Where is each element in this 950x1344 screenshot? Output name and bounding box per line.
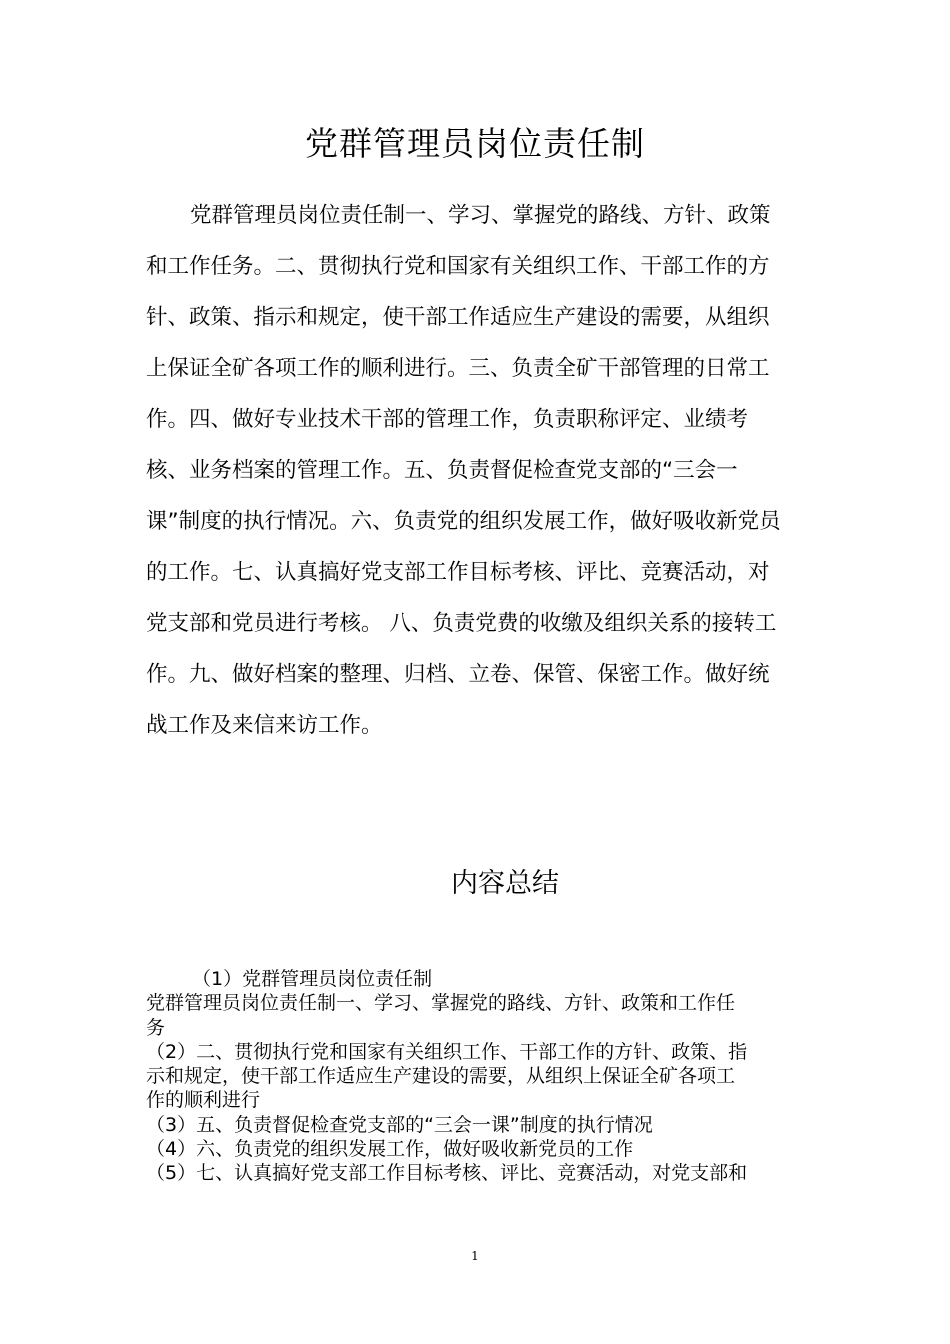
summary-line: （2）二、贯彻执行党和国家有关组织工作、干部工作的方针、政策、指 xyxy=(146,1040,748,1063)
summary-section xyxy=(146,967,816,1186)
summary-line: （3）五、负责督促检查党支部的“三会一课”制度的执行情况 xyxy=(146,1113,653,1136)
summary-line: 示和规定，使干部工作适应生产建设的需要，从组织上保证全矿各项工 xyxy=(146,1065,736,1088)
summary-line: （5）七、认真搞好党支部工作目标考核、评比、竞赛活动，对党支部和 xyxy=(146,1162,748,1185)
summary-line: （4）六、负责党的组织发展工作，做好吸收新党员的工作 xyxy=(146,1138,634,1161)
document-body xyxy=(146,190,806,751)
summary-title: 内容总结 xyxy=(451,868,559,899)
body-line: 和工作任务。二、贯彻执行党和国家有关组织工作、干部工作的方 xyxy=(146,254,770,279)
summary-line: 党群管理员岗位责任制一、学习、掌握党的路线、方针、政策和工作任 xyxy=(146,992,736,1015)
body-line: 的工作。七、认真搞好党支部工作目标考核、评比、竞赛活动，对 xyxy=(146,560,770,585)
body-line: 党群管理员岗位责任制一、学习、掌握党的路线、方针、政策 xyxy=(190,203,771,228)
document-title: 党群管理员岗位责任制 xyxy=(305,124,645,163)
body-line: 核、业务档案的管理工作。五、负责督促检查党支部的“三会一 xyxy=(146,458,738,483)
body-line: 战工作及来信来访工作。 xyxy=(146,713,383,738)
body-line: 课”制度的执行情况。六、负责党的组织发展工作，做好吸收新党员 xyxy=(146,509,781,534)
body-line: 党支部和党员进行考核。 八、负责党费的收缴及组织关系的接转工 xyxy=(146,611,777,636)
summary-line: 务 xyxy=(146,1016,166,1039)
summary-line: （1）党群管理员岗位责任制 xyxy=(192,968,433,990)
body-line: 作。九、做好档案的整理、归档、立卷、保管、保密工作。做好统 xyxy=(146,662,770,687)
summary-line: 作的顺利进行 xyxy=(146,1089,261,1112)
body-line: 针、政策、指示和规定，使干部工作适应生产建设的需要，从组织 xyxy=(146,305,770,330)
body-line: 作。四、做好专业技术干部的管理工作，负责职称评定、业绩考 xyxy=(146,407,749,432)
page-number: 1 xyxy=(471,1249,479,1263)
body-line: 上保证全矿各项工作的顺利进行。三、负责全矿干部管理的日常工 xyxy=(146,356,770,381)
